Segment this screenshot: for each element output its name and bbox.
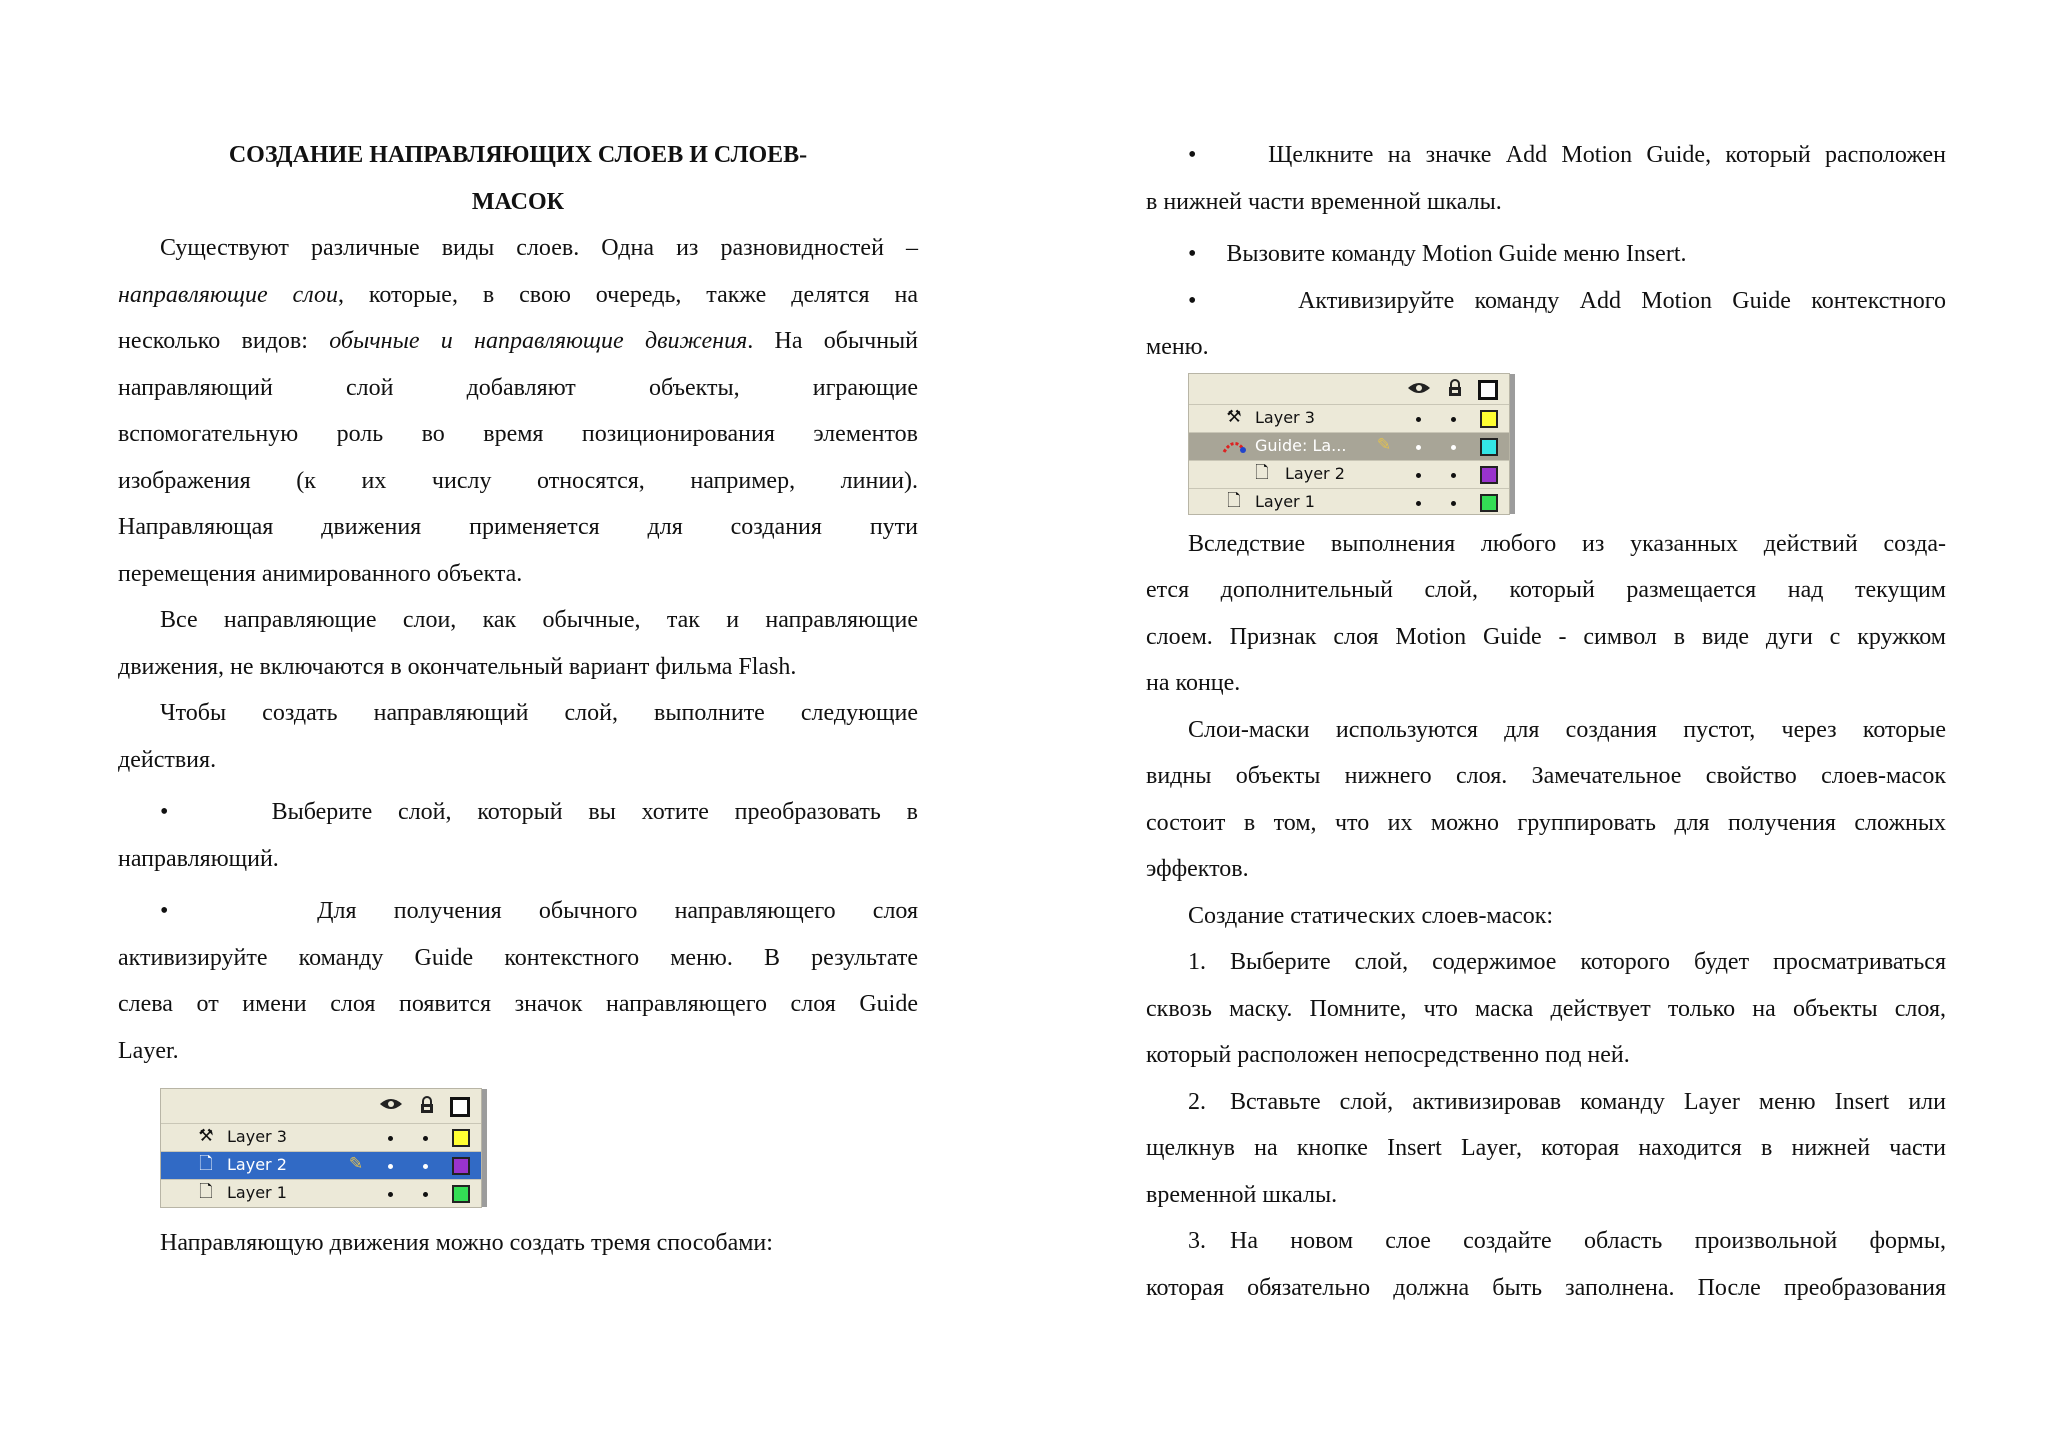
paragraph-line <box>118 318 918 365</box>
paragraph-line: направляющий слой добавляют объекты, играющие <box>118 374 918 401</box>
layer-row-selected[interactable] <box>1189 432 1509 460</box>
paragraph-line: ется дополнительный слой, который размещается над текущим <box>1146 577 1946 603</box>
bullet-line: • Выберите слой, который вы хотите преобразовать в <box>160 799 918 825</box>
paragraph-line: действия. <box>118 746 217 773</box>
paragraph-line: слоем. Признак слоя Motion Guide - символ в виде дуги с кружком <box>1146 623 1946 650</box>
layers-panel-header <box>161 1089 481 1123</box>
lock-dot[interactable] <box>1451 417 1456 422</box>
layer-page-icon: 🗋 <box>1255 462 1269 483</box>
left-column <box>118 132 918 1267</box>
paragraph-line: эффектов. <box>1146 856 1249 882</box>
paragraph-line: сквозь маску. Помните, что маска действует только на объекты слоя, <box>1146 995 1946 1022</box>
italic-term: направляющие слои <box>118 281 338 308</box>
paragraph-line: Вследствие выполнения любого из указанных действий созда- <box>1188 530 1946 557</box>
text-span: Активизируйте команду Add Motion Guide контекстного <box>1298 287 1946 314</box>
paragraph-line: движения, не включаются в окончательный вариант фильма Flash. <box>118 653 797 680</box>
visibility-dot[interactable] <box>1416 445 1421 450</box>
numbered-line: 1. Выберите слой, содержимое которого будет просматриваться <box>1188 949 1946 975</box>
layer-name: Layer 2 <box>1285 463 1345 483</box>
hammer-guide-icon: ⚒ <box>198 1126 214 1146</box>
paragraph-line: вспомогательную роль во время позиционирования элементов <box>118 421 918 447</box>
outline-icon <box>1478 380 1498 400</box>
text-span: Щелкните на значке Add Motion Guide, который расположен <box>1268 142 1947 168</box>
lock-icon <box>419 1096 435 1114</box>
outline-color-swatch[interactable] <box>452 1129 470 1147</box>
visibility-dot[interactable] <box>388 1164 393 1169</box>
pencil-icon: ✎ <box>1376 434 1392 455</box>
paragraph-line: состоит в том, что их можно группировать для получения сложных <box>1146 809 1946 836</box>
paragraph-line: которая обязательно должна быть заполнена. После преобразования <box>1146 1274 1946 1301</box>
paragraph-line: перемещения анимированного объекта. <box>118 560 523 587</box>
text-span: Выберите слой, который вы хотите преобразовать в <box>271 799 918 825</box>
lock-dot[interactable] <box>1451 501 1456 506</box>
layer-page-icon: 🗋 <box>1227 490 1241 511</box>
paragraph-line <box>118 272 918 319</box>
layer-name: Layer 3 <box>1255 407 1315 427</box>
numbered-line: 2. Вставьте слой, активизировав команду Layer меню Insert или <box>1188 1088 1946 1115</box>
layer-name: Guide: La... <box>1255 435 1347 455</box>
visibility-dot[interactable] <box>1416 473 1421 478</box>
layer-row[interactable] <box>1189 460 1509 488</box>
hammer-guide-icon: ⚒ <box>1226 406 1242 427</box>
outline-icon <box>450 1097 470 1117</box>
lock-dot[interactable] <box>1451 445 1456 450</box>
layer-name: Layer 1 <box>227 1183 287 1202</box>
paragraph-line: активизируйте команду Guide контекстного меню. В результате <box>118 944 918 971</box>
right-column <box>1146 132 1946 1311</box>
section-title-line2: МАСОК <box>471 188 565 215</box>
pencil-icon: ✎ <box>348 1154 364 1174</box>
lock-dot[interactable] <box>423 1164 428 1169</box>
layer-row-selected[interactable] <box>161 1151 481 1179</box>
layer-row[interactable] <box>1189 404 1509 432</box>
layer-row[interactable] <box>161 1123 481 1151</box>
outline-color-swatch[interactable] <box>1480 438 1498 456</box>
paragraph-line: Все направляющие слои, как обычные, так и направляющие <box>160 607 918 633</box>
paragraph-line: в нижней части временной шкалы. <box>1146 188 1502 215</box>
layers-panel-screenshot <box>1188 373 1510 515</box>
layer-row[interactable] <box>161 1179 481 1207</box>
paragraph-line: Направляющую движения можно создать тремя способами: <box>160 1230 773 1256</box>
lock-icon <box>1447 379 1463 397</box>
outline-color-swatch[interactable] <box>1480 410 1498 428</box>
outline-color-swatch[interactable] <box>452 1185 470 1203</box>
paragraph-line: Существуют различные виды слоев. Одна из разновидностей – <box>160 235 918 261</box>
visibility-dot[interactable] <box>388 1136 393 1141</box>
bullet-line: • Вызовите команду Motion Guide меню Insert. <box>1188 241 1687 267</box>
text-span: Вызовите команду Motion Guide меню Insert. <box>1226 241 1687 267</box>
panel-edge <box>482 1089 487 1207</box>
panel-edge <box>1510 374 1515 514</box>
lock-dot[interactable] <box>1451 473 1456 478</box>
layer-name: Layer 3 <box>227 1127 287 1146</box>
paragraph-line: щелкнув на кнопке Insert Layer, которая находится в нижней части <box>1146 1135 1946 1161</box>
layer-page-icon: 🗋 <box>199 1154 213 1174</box>
text-span: , которые, в свою очередь, также делятся на <box>337 281 919 308</box>
paragraph-line: Направляющая движения применяется для создания пути <box>118 514 918 540</box>
visibility-dot[interactable] <box>1416 417 1421 422</box>
italic-term: обычные и направляющие движения <box>329 328 748 354</box>
eye-icon <box>1407 381 1431 395</box>
layers-panel-header <box>1189 374 1509 404</box>
paragraph-line: Чтобы создать направляющий слой, выполните следующие <box>160 700 918 726</box>
outline-color-swatch[interactable] <box>452 1157 470 1175</box>
paragraph-line: Создание статических слоев-масок: <box>1188 902 1554 929</box>
motion-guide-arc-icon <box>1221 436 1247 454</box>
eye-icon <box>379 1097 403 1111</box>
bullet-line: • Для получения обычного направляющего слоя <box>160 898 918 924</box>
lock-dot[interactable] <box>423 1136 428 1141</box>
visibility-dot[interactable] <box>388 1192 393 1197</box>
text-span: Для получения обычного направляющего слоя <box>317 898 918 924</box>
paragraph-line: который расположен непосредственно под ней. <box>1146 1042 1630 1068</box>
layer-row[interactable] <box>1189 488 1509 516</box>
outline-color-swatch[interactable] <box>1480 494 1498 512</box>
section-title-line1: СОЗДАНИЕ НАПРАВЛЯЮЩИХ СЛОЕВ И СЛОЕВ- <box>228 142 808 168</box>
paragraph-line: меню. <box>1146 334 1209 360</box>
paragraph-line: слева от имени слоя появится значок направляющего слоя Guide <box>118 991 918 1017</box>
lock-dot[interactable] <box>423 1192 428 1197</box>
outline-color-swatch[interactable] <box>1480 466 1498 484</box>
text-span: несколько видов: <box>118 328 330 354</box>
paragraph-line: Layer. <box>118 1037 179 1064</box>
layer-name: Layer 1 <box>1255 491 1315 511</box>
paragraph-line: Слои-маски используются для создания пустот, через которые <box>1188 716 1946 743</box>
numbered-line: 3. На новом слое создайте область произвольной формы, <box>1188 1228 1946 1254</box>
layers-panel-screenshot <box>160 1088 482 1208</box>
layer-page-icon: 🗋 <box>199 1182 213 1202</box>
layer-name: Layer 2 <box>227 1155 287 1174</box>
bullet-line: • Активизируйте команду Add Motion Guide контекстного <box>1188 287 1946 314</box>
paragraph-line: направляющий. <box>118 845 279 872</box>
visibility-dot[interactable] <box>1416 501 1421 506</box>
paragraph-line: временной шкалы. <box>1146 1181 1338 1208</box>
bullet-line: • Щелкните на значке Add Motion Guide, который расположен <box>1188 142 1947 168</box>
paragraph-line: на конце. <box>1146 670 1241 696</box>
paragraph-line: видны объекты нижнего слоя. Замечательное свойство слоев-масок <box>1146 763 1946 789</box>
paragraph-line: изображения (к их числу относятся, например, линии). <box>118 467 918 494</box>
text-span: . На обычный <box>747 328 919 354</box>
